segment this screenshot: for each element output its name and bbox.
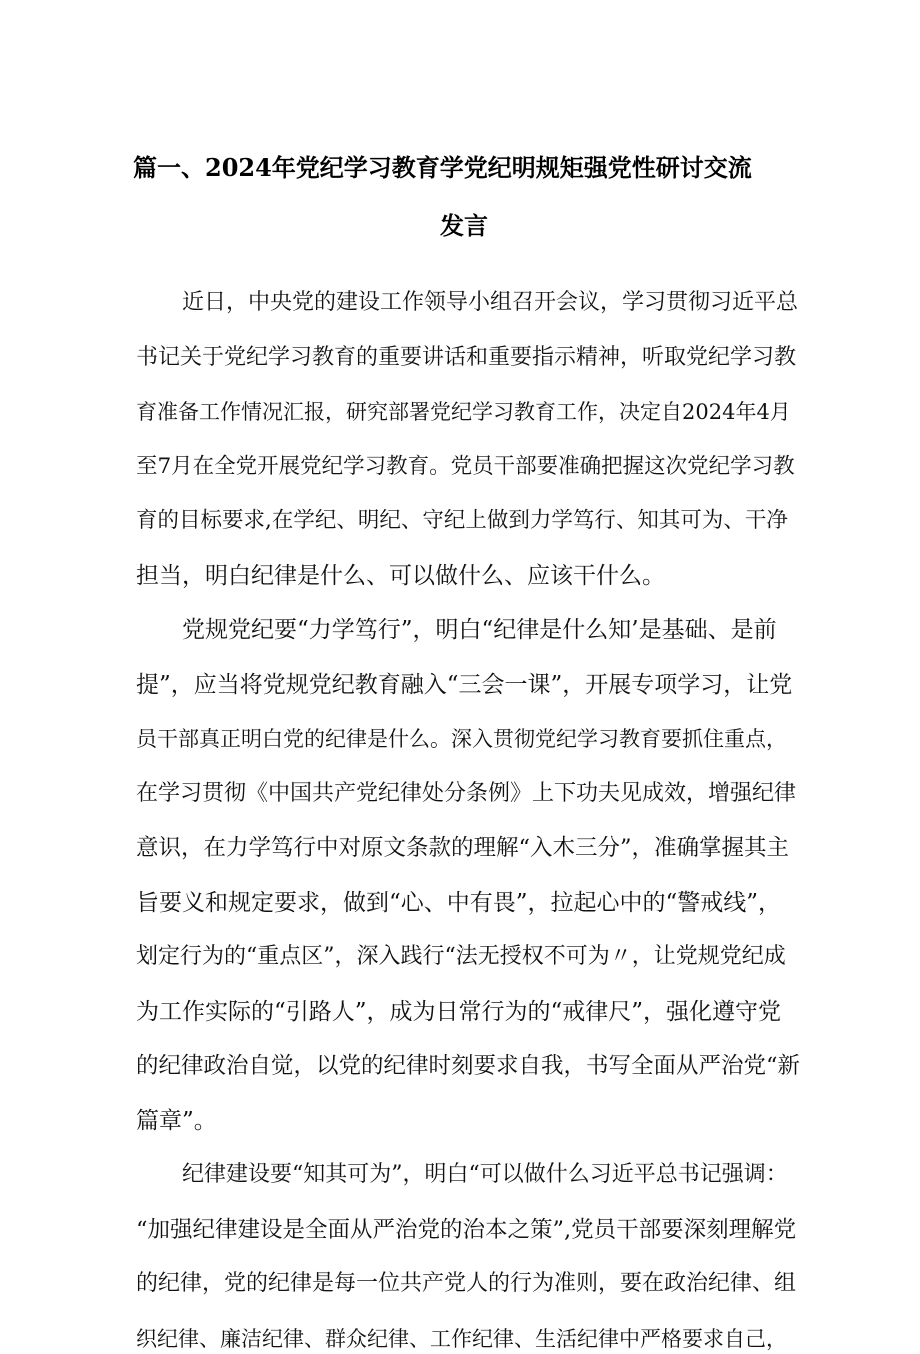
paragraph-2-line-10: 篇章”。 (136, 1108, 217, 1134)
paragraph-3-line-4: 织纪律、廉洁纪律、群众纪律、工作纪律、生活纪律中严格要求自己， (136, 1327, 787, 1351)
paragraph-2-line-4: 在学习贯彻《中国共产党纪律处分条例》上下功夫见成效，增强纪律 (136, 781, 797, 806)
paragraph-1-line-4: 至7月在全党开展党纪学习教育。党员干部要准确把握这次党纪学习教 (136, 454, 795, 479)
paragraph-2-line-5: 意识，在力学笃行中对原文条款的理解“入木三分”，准确掌握其主 (136, 835, 790, 861)
paragraph-3-line-1: 纪律建设要“知其可为”，明白“可以做什么习近平总书记强调： (182, 1162, 788, 1187)
paragraph-2-line-8: 为工作实际的“引路人”，成为日常行为的“戒律尺”，强化遵守党 (136, 999, 782, 1025)
paragraph-2-line-2: 提”，应当将党规党纪教育融入“三会一课”，开展专项学习，让党 (136, 672, 793, 698)
paragraph-3-line-2: “加强纪律建设是全面从严治党的治本之策”,党员干部要深刻理解党 (136, 1217, 797, 1243)
paragraph-2-line-1: 党规党纪要“力学笃行”，明白“纪律是什么知’是基础、是前 (182, 617, 777, 643)
paragraph-2-line-7: 划定行为的“重点区”，深入践行“法无授权不可为〃，让党规党纪成 (136, 944, 786, 969)
paragraph-2-line-9: 的纪律政治自觉，以党的纪律时刻要求自我，书写全面从严治党“新 (136, 1053, 801, 1079)
paragraph-2-line-6: 旨要义和规定要求，做到“心、中有畏”，拉起心中的“警戒线”， (136, 890, 782, 916)
paragraph-1-line-2: 书记关于党纪学习教育的重要讲话和重要指示精神，听取党纪学习教 (136, 345, 797, 370)
paragraph-2-line-3: 员干部真正明白党的纪律是什么。深入贯彻党纪学习教育要抓住重点， (136, 727, 787, 751)
paragraph-3-line-3: 的纪律，党的纪律是每一位共产党人的行为准则，要在政治纪律、组 (136, 1271, 797, 1296)
paragraph-1-line-3: 育准备工作情况汇报，研究部署党纪学习教育工作，决定自2024年4月 (136, 400, 791, 424)
document-title-line-1: 篇一、2024年党纪学习教育学党纪明规矩强党性研讨交流 (133, 153, 752, 182)
paragraph-1-line-6: 担当，明白纪律是什么、可以做什么、应该干什么。 (136, 563, 665, 589)
paragraph-1-line-1: 近日，中央党的建设工作领导小组召开会议，学习贯彻习近平总 (182, 290, 799, 315)
paragraph-1-line-5: 育的目标要求,在学纪、明纪、守纪上做到力学笃行、知其可为、干净 (136, 508, 788, 533)
document-title-line-2: 发言 (440, 211, 488, 240)
